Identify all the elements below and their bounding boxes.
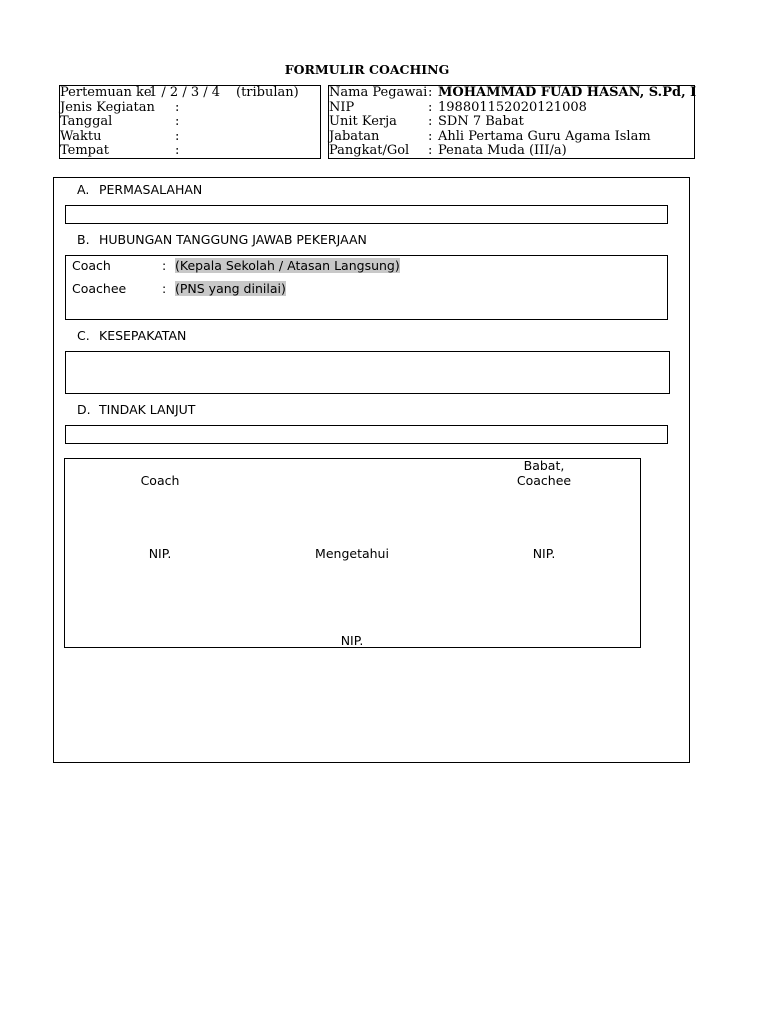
nip-row: [329, 101, 694, 116]
nip-value: 198801152020121008: [438, 99, 587, 115]
section-d-heading: [77, 402, 195, 417]
nip-colon: :: [428, 99, 433, 115]
pangkat-value: Penata Muda (III/a): [438, 143, 567, 158]
tanggal-label: Tanggal: [60, 114, 113, 129]
jenis-kegiatan-colon: :: [175, 99, 180, 115]
section-a-heading: [77, 182, 202, 197]
section-c-letter: C.: [77, 328, 90, 343]
jabatan-row: [329, 130, 694, 145]
pangkat-colon: :: [428, 143, 433, 158]
jenis-kegiatan-row: [60, 101, 320, 116]
nama-pegawai-value: MOHAMMAD FUAD HASAN, S.Pd, I: [438, 85, 697, 100]
waktu-colon: :: [175, 128, 180, 144]
coach-value[interactable]: (Kepala Sekolah / Atasan Langsung): [175, 258, 400, 273]
pertemuan-note: (tribulan): [236, 85, 299, 100]
tempat-colon: :: [175, 143, 180, 158]
jabatan-value: Ahli Pertama Guru Agama Islam: [438, 128, 651, 144]
section-a-title: PERMASALAHAN: [99, 182, 203, 197]
section-c-title: KESEPAKATAN: [99, 328, 187, 343]
section-b-heading: [77, 232, 367, 247]
tempat-row: [60, 144, 320, 159]
pertemuan-label: Pertemuan ke: [60, 85, 152, 100]
section-c-heading: [77, 328, 186, 343]
section-a-letter: A.: [77, 182, 90, 197]
pangkat-row: [329, 144, 694, 159]
tempat-label: Tempat: [60, 143, 109, 158]
employee-info-box: [328, 85, 695, 159]
unit-kerja-label: Unit Kerja: [329, 114, 397, 129]
tindak-lanjut-field[interactable]: [65, 425, 668, 444]
mengetahui-label: Mengetahui: [315, 546, 389, 561]
kesepakatan-field[interactable]: [65, 351, 670, 394]
nip-label: NIP: [329, 99, 355, 115]
tanggal-row: [60, 115, 320, 130]
section-d-title: TINDAK LANJUT: [99, 402, 196, 417]
nama-pegawai-label: Nama Pegawai: [329, 85, 428, 100]
coach-colon: :: [162, 258, 167, 273]
coachee-label: Coachee: [72, 281, 127, 296]
coach-nip: NIP.: [148, 546, 172, 561]
nama-pegawai-row: [329, 85, 697, 101]
coachee-signature-label: Coachee: [516, 473, 572, 488]
form-title: FORMULIR COACHING: [284, 62, 450, 77]
section-b-letter: B.: [77, 232, 90, 247]
pertemuan-options: 1 / 2 / 3 / 4: [149, 85, 221, 100]
jenis-kegiatan-label: Jenis Kegiatan: [60, 99, 155, 115]
waktu-label: Waktu: [60, 128, 102, 144]
coach-signature-label: Coach: [140, 473, 180, 488]
hubungan-box: [65, 255, 668, 320]
mengetahui-nip: NIP.: [340, 633, 364, 648]
coachee-nip: NIP.: [532, 546, 556, 561]
coachee-value[interactable]: (PNS yang dinilai): [175, 281, 286, 296]
coachee-colon: :: [162, 281, 167, 296]
unit-kerja-colon: :: [428, 114, 433, 129]
unit-kerja-value: SDN 7 Babat: [438, 114, 524, 129]
meeting-info-box: [59, 85, 321, 159]
waktu-row: [60, 130, 320, 145]
nama-pegawai-colon: :: [428, 85, 433, 100]
jabatan-colon: :: [428, 128, 433, 144]
pertemuan-row: [60, 86, 320, 101]
signature-place: Babat,: [523, 458, 565, 473]
section-b-title: HUBUNGAN TANGGUNG JAWAB PEKERJAAN: [99, 232, 367, 247]
unit-kerja-row: [329, 115, 694, 130]
permasalahan-field[interactable]: [65, 205, 668, 224]
coach-label: Coach: [72, 258, 111, 273]
jabatan-label: Jabatan: [329, 128, 380, 144]
section-d-letter: D.: [77, 402, 91, 417]
tanggal-colon: :: [175, 114, 180, 129]
pangkat-label: Pangkat/Gol: [329, 143, 410, 158]
